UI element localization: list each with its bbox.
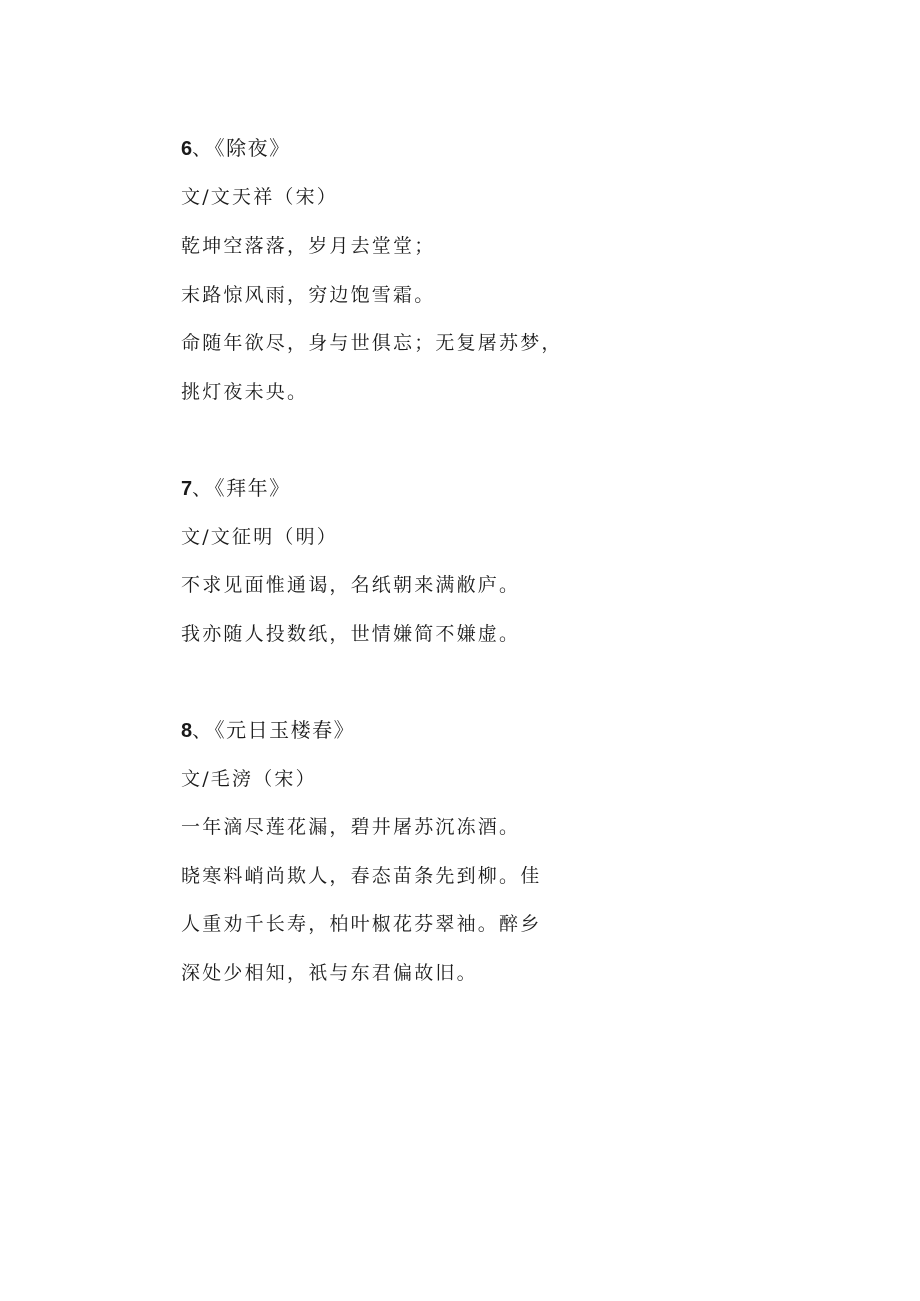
poem-author: 文/文天祥（宋） <box>181 186 339 208</box>
poem-number-separator: 、 <box>192 138 213 160</box>
poem-line: 命随年欲尽，身与世俱忘；无复屠苏梦， <box>181 332 563 354</box>
poem-title: 《除夜》 <box>214 136 291 160</box>
poem-heading <box>181 476 291 501</box>
poem-author: 文/文征明（明） <box>181 526 339 548</box>
poem-heading <box>181 136 291 161</box>
poem-number-separator: 、 <box>192 478 213 500</box>
poem-line: 我亦随人投数纸，世情嫌简不嫌虚。 <box>181 623 521 645</box>
poem-line: 末路惊风雨，穷边饱雪霜。 <box>181 284 436 306</box>
poem-line: 人重劝千长寿，柏叶椒花芬翠袖。醉乡 <box>181 913 542 935</box>
poem-number: 6 <box>181 138 193 160</box>
poem-line: 一年滴尽莲花漏，碧井屠苏沉冻酒。 <box>181 816 521 838</box>
poem-line: 不求见面惟通谒，名纸朝来满敝庐。 <box>181 574 521 596</box>
poem-heading <box>181 718 355 743</box>
poem-author: 文/毛滂（宋） <box>181 768 317 790</box>
poem-line: 晓寒料峭尚欺人，春态苗条先到柳。佳 <box>181 865 542 887</box>
poem-title: 《拜年》 <box>214 476 291 500</box>
poem-line: 挑灯夜未央。 <box>181 381 309 403</box>
poem-number: 7 <box>181 478 193 500</box>
poem-number: 8 <box>181 720 193 742</box>
poem-number-separator: 、 <box>192 720 213 742</box>
poem-title: 《元日玉楼春》 <box>214 718 356 742</box>
poem-line: 深处少相知，祇与东君偏故旧。 <box>181 962 478 984</box>
poem-line: 乾坤空落落，岁月去堂堂； <box>181 235 436 257</box>
